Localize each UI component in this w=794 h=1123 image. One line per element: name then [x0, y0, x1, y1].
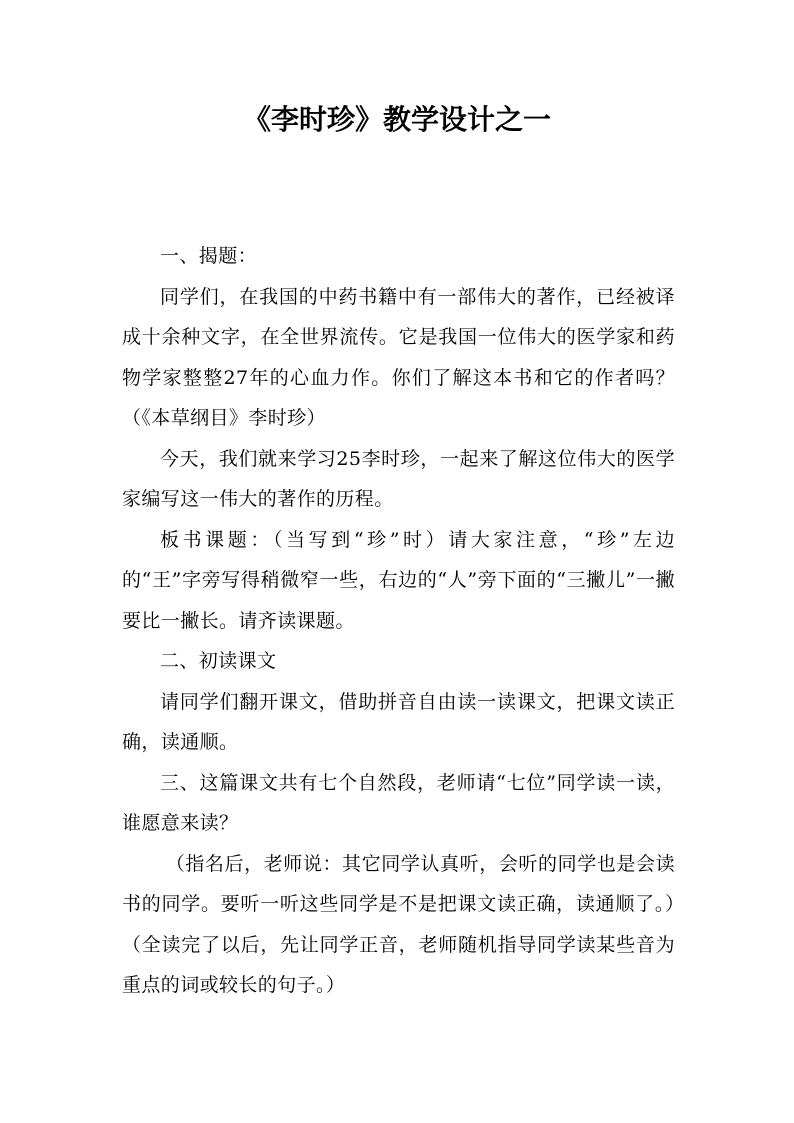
paragraph-today: 今天，我们就来学习25李时珍，一起来了解这位伟大的医学家编写这一伟大的著作的历程。	[122, 447, 675, 510]
document-title: 《李时珍》教学设计之一	[242, 103, 551, 136]
paragraph-intro: 同学们，在我国的中药书籍中有一部伟大的著作，已经被译成十余种文字，在全世界流传。它是我国一位伟大的医学家和药物学家整整27年的心血力作。你们了解这本书和它的作者吗？（《本草纲目》李时珍）	[122, 285, 675, 429]
section-heading-2: 二、初读课文	[160, 650, 277, 672]
section-heading-3: 三、这篇课文共有七个自然段，老师请“七位”同学读一读，谁愿意来读？	[122, 771, 675, 834]
paragraph-first-reading: 请同学们翻开课文，借助拼音自由读一读课文，把课文读正确，读通顺。	[122, 690, 675, 753]
section-heading-1: 一、揭题：	[160, 245, 258, 267]
paragraph-reading-notes: （指名后，老师说：其它同学认真听，会听的同学也是会读书的同学。要听一听这些同学是不是把课文读正确，读通顺了。）（全读完了以后，先让同学正音，老师随机指导同学读某些音为重点的词或较长的句子。）	[122, 852, 675, 996]
document-body	[122, 236, 675, 1006]
paragraph-board-title: 板书课题：（当写到“珍”时）请大家注意，“珍”左边的“王”字旁写得稍微窄一些，右边的“人”旁下面的“三撇儿”一撇要比一撇长。请齐读课题。	[122, 528, 675, 632]
